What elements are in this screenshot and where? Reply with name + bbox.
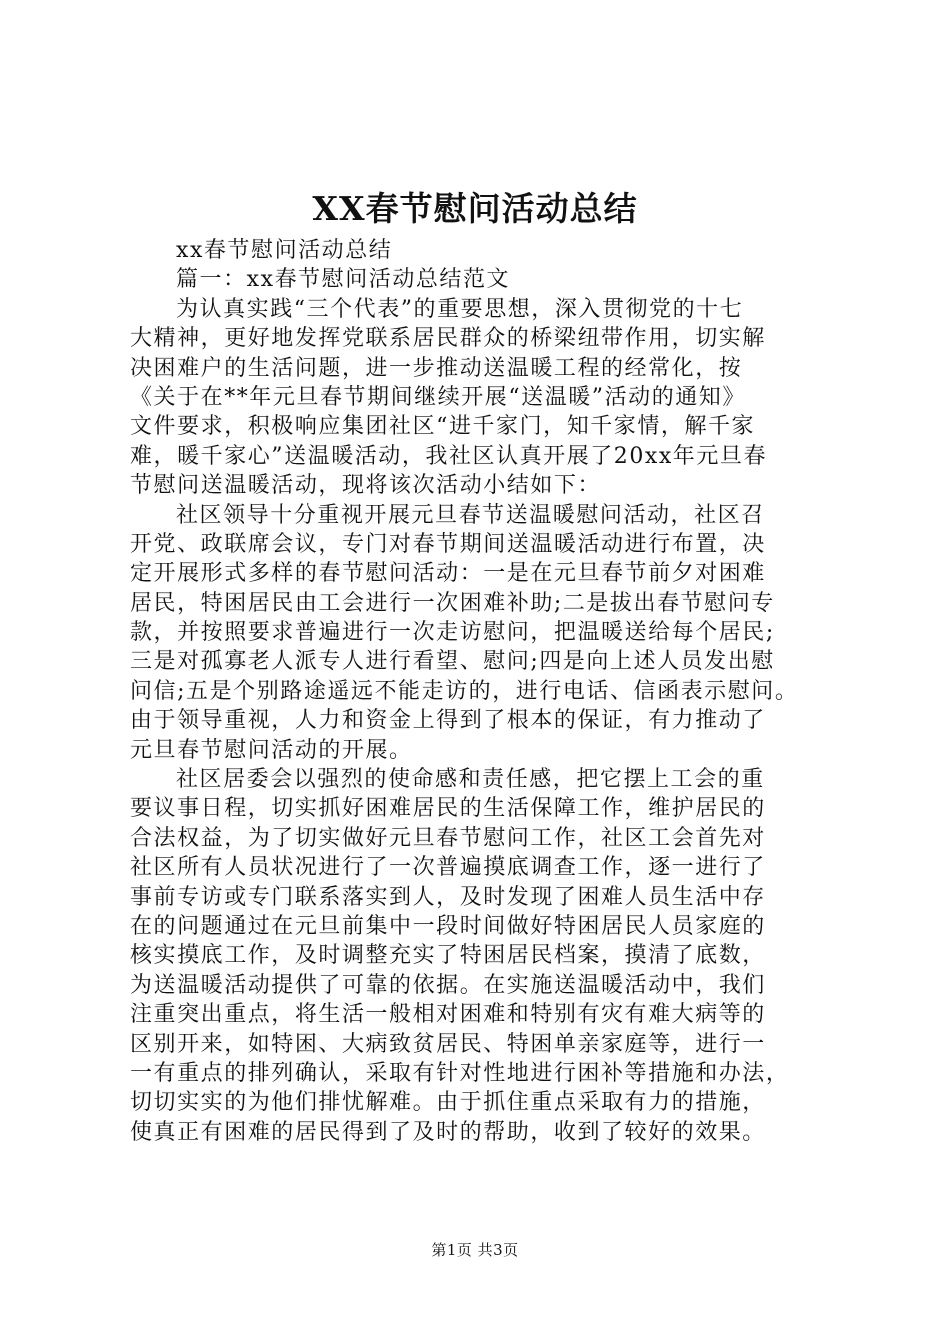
text-line: 大精神，更好地发挥党联系居民群众的桥梁纽带作用，切实解 (130, 326, 766, 352)
text-line: 文件要求，积极响应集团社区“进千家门，知千家情，解千家 (130, 414, 756, 440)
text-line: 切切实实的为他们排忧解难。由于抓住重点采取有力的措施， (130, 1090, 766, 1116)
page-footer: 第1页 共3页 (431, 1241, 519, 1259)
text-line: 《关于在**年元旦春节期间继续开展“送温暖”活动的通知》 (130, 384, 746, 410)
paragraph-first-line: 为认真实践“三个代表”的重要思想，深入贯彻党的十七 (176, 296, 744, 322)
document-body (130, 236, 836, 1147)
text-line: 注重突出重点，将生活一般相对困难和特别有灾有难大病等的 (130, 1002, 766, 1028)
page-title: XX春节慰问活动总结 (312, 189, 638, 228)
text-line: 合法权益，为了切实做好元旦春节慰问工作，社区工会首先对 (130, 825, 766, 851)
text-line: 事前专访或专门联系落实到人，及时发现了困难人员生活中存 (130, 884, 766, 910)
text-line: 元旦春节慰问活动的开展。 (130, 737, 413, 763)
text-line: 社区所有人员状况进行了一次普遍摸底调查工作，逐一进行了 (130, 855, 766, 881)
text-line: 开党、政联席会议，专门对春节期间送温暖活动进行布置，决 (130, 531, 766, 557)
paragraph-first-line: 篇一：xx春节慰问活动总结范文 (176, 267, 511, 293)
text-line: 居民，特困居民由工会进行一次困难补助;二是拔出春节慰问专 (130, 590, 775, 616)
text-line: 一有重点的排列确认，采取有针对性地进行困补等措施和办法， (130, 1060, 790, 1086)
text-line: 要议事日程，切实抓好困难居民的生活保障工作，维护居民的 (130, 796, 766, 822)
text-line: 难，暖千家心”送温暖活动，我社区认真开展了20xx年元旦春 (130, 443, 768, 469)
text-line: 核实摸底工作，及时调整充实了特困居民档案，摸清了底数， (130, 943, 766, 969)
text-line: 使真正有困难的居民得到了及时的帮助，收到了较好的效果。 (130, 1119, 766, 1145)
paragraph-first-line: xx春节慰问活动总结 (176, 238, 393, 263)
text-line: 决困难户的生活问题，进一步推动送温暖工程的经常化，按 (130, 355, 743, 381)
paragraph-first-line: 社区居委会以强烈的使命感和责任感，把它摆上工会的重 (176, 767, 765, 793)
text-line: 在的问题通过在元旦前集中一段时间做好特困居民人员家庭的 (130, 913, 766, 939)
text-line: 款，并按照要求普遍进行一次走访慰问，把温暖送给每个居民; (130, 620, 775, 646)
text-line: 由于领导重视，人力和资金上得到了根本的保证，有力推动了 (130, 708, 766, 734)
text-line: 节慰问送温暖活动，现将该次活动小结如下： (130, 473, 602, 499)
text-line: 为送温暖活动提供了可靠的依据。在实施送温暖活动中，我们 (130, 972, 766, 998)
text-line: 定开展形式多样的春节慰问活动：一是在元旦春节前夕对困难 (130, 561, 766, 587)
text-line: 问信;五是个别路途遥远不能走访的，进行电话、信函表示慰问。 (130, 678, 799, 704)
paragraph-first-line: 社区领导十分重视开展元旦春节送温暖慰问活动，社区召 (176, 502, 765, 528)
text-line: 三是对孤寡老人派专人进行看望、慰问;四是向上述人员发出慰 (130, 649, 775, 675)
text-line: 区别开来，如特困、大病致贫居民、特困单亲家庭等，进行一 (130, 1031, 766, 1057)
